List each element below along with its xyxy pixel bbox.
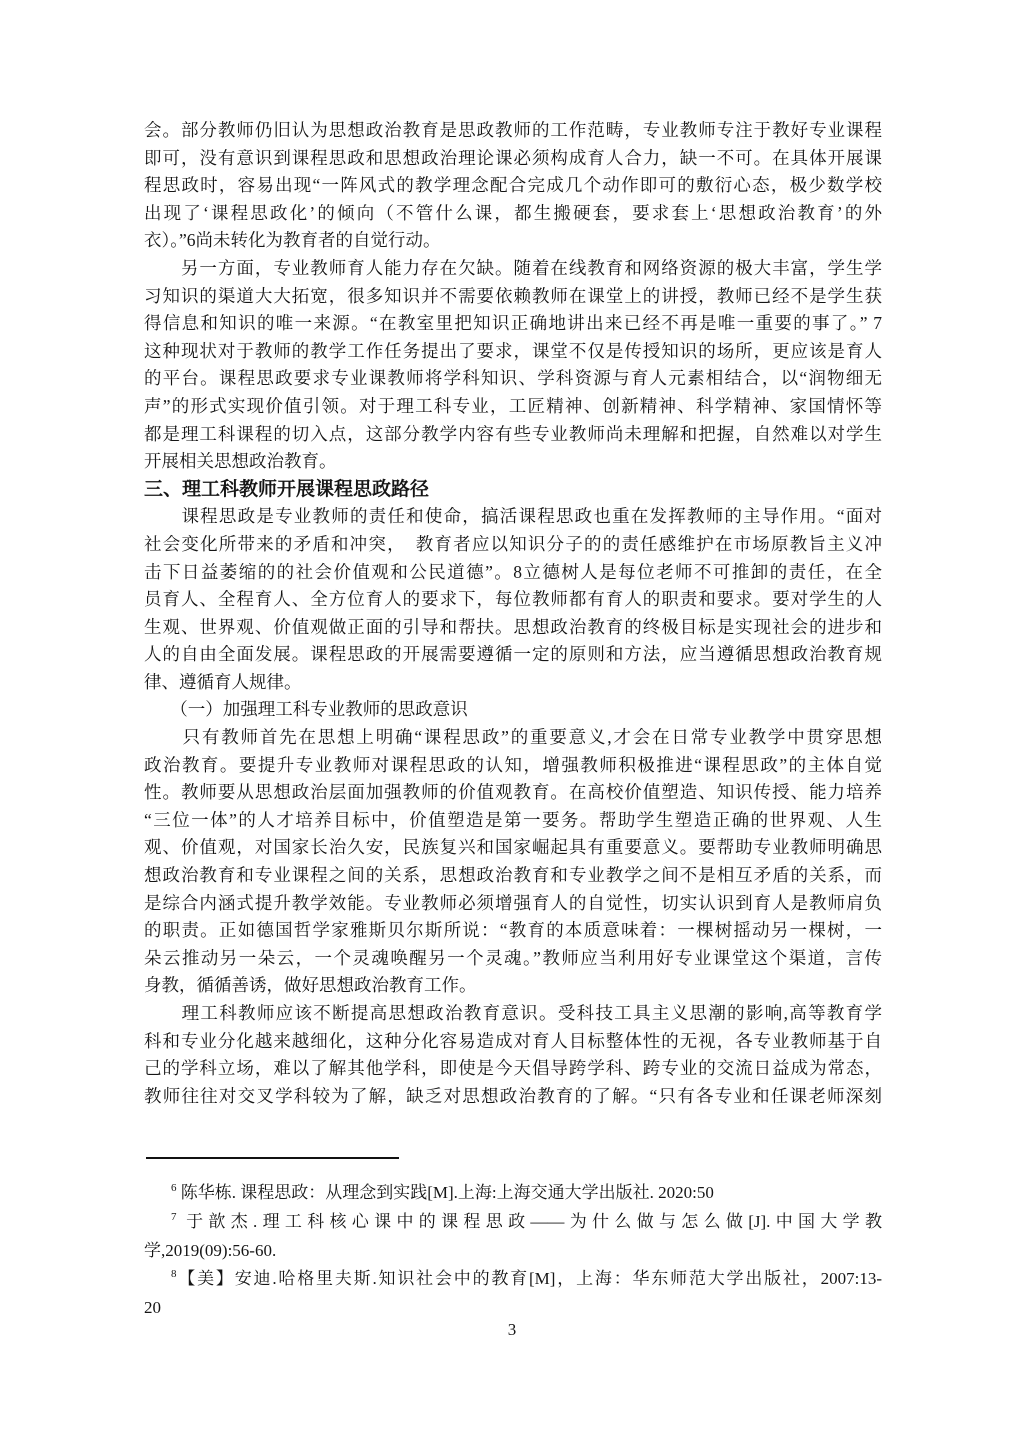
subsection-heading: （一）加强理工科专业教师的思政意识	[144, 699, 468, 720]
text-line: 社会变化所带来的矛盾和冲突， 教育者应以知识分子的的责任感维护在市场原教旨主义冲	[144, 533, 882, 554]
text-line: 只有教师首先在思想上明确“课程思政”的重要意义,才会在日常专业教学中贯穿思想	[144, 727, 882, 748]
text-line: 程思政时，容易出现“一阵风式的教学理念配合完成几个动作即可的敷衍心态，极少数学校	[144, 175, 882, 196]
text-line: 人的自由全面发展。课程思政的开展需要遵循一定的原则和方法，应当遵循思想政治教育规	[144, 644, 882, 665]
text-line: 习知识的渠道大大拓宽，很多知识并不需要依赖教师在课堂上的讲授，教师已经不是学生获	[144, 285, 882, 306]
paragraph-1	[144, 117, 882, 255]
text-line: 生观、世界观、价值观做正面的引导和帮扶。思想政治教育的终极目标是实现社会的进步和	[144, 616, 882, 637]
footnote-6	[144, 1179, 882, 1208]
text-line: 开展相关思想政治教育。	[144, 451, 337, 472]
text-line: 出现了‘课程思政化’的倾向（不管什么课，都生搬硬套，要求套上‘思想政治教育’的外	[144, 202, 882, 223]
body-text	[144, 117, 882, 1110]
text-line: 会。部分教师仍旧认为思想政治教育是思政教师的工作范畴，专业教师专注于教好专业课程	[144, 120, 882, 140]
footnotes	[144, 1179, 882, 1323]
page-number: 3	[507, 1320, 517, 1339]
footnote-marker: 8	[171, 1268, 177, 1281]
text-line: 律、遵循育人规律。	[144, 671, 302, 692]
text-line: “三位一体”的人才培养目标中，价值塑造是第一要务。帮助学生塑造正确的世界观、人生	[144, 809, 882, 830]
text-line: 性。教师要从思想政治层面加强教师的价值观教育。在高校价值塑造、知识传授、能力培养	[144, 782, 882, 803]
text-line: 课程思政是专业教师的责任和使命，搞活课程思政也重在发挥教师的主导作用。“面对	[144, 506, 882, 527]
footnote-text: 陈华栋. 课程思政：从理念到实践[M].上海:上海交通大学出版社. 2020:50	[176, 1183, 714, 1202]
text-line: 理工科教师应该不断提高思想政治教育意识。受科技工具主义思潮的影响,高等教育学	[144, 1003, 882, 1023]
paragraph-4	[144, 724, 882, 1000]
text-line: 的平台。课程思政要求专业课教师将学科知识、学科资源与育人元素相结合，以“润物细无	[144, 368, 882, 389]
section-heading: 三、理工科教师开展课程思政路径	[144, 478, 430, 500]
text-line: 衣）。”6尚未转化为教育者的自觉行动。	[144, 230, 441, 251]
text-line: 得信息和知识的唯一来源。“在教室里把知识正确地讲出来已经不再是唯一重要的事了。” 7	[144, 313, 882, 334]
text-line: 都是理工科课程的切入点，这部分教学内容有些专业教师尚未理解和把握，自然难以对学生	[144, 423, 882, 444]
text-line: 政治教育。要提升专业教师对课程思政的认知，增强教师积极推进“课程思政”的主体自觉	[144, 754, 882, 775]
text-line: 教师往往对交叉学科较为了解，缺乏对思想政治教育的了解。“只有各专业和任课老师深刻	[144, 1085, 882, 1106]
text-line: 想政治教育和专业课程之间的关系，思想政治教育和专业教学之间不是相互矛盾的关系，而	[144, 865, 882, 886]
footnote-line: 学,2019(09):56-60.	[144, 1240, 277, 1260]
text-line: 己的学科立场，难以了解其他学科，即使是今天倡导跨学科、跨专业的交流日益成为常态，	[144, 1058, 882, 1079]
footnote-line	[144, 1179, 882, 1208]
text-line: 另一方面，专业教师育人能力存在欠缺。随着在线教育和网络资源的极大丰富，学生学	[144, 257, 882, 278]
footnote-separator	[146, 1157, 399, 1159]
paragraph-2	[144, 255, 882, 476]
text-line: 这种现状对于教师的教学工作任务提出了要求，课堂不仅是传授知识的场所，更应该是育人	[144, 340, 882, 361]
footnote-marker: 6	[171, 1182, 177, 1194]
paragraph-3	[144, 503, 882, 696]
text-line: 身教，循循善诱，做好思想政治教育工作。	[144, 975, 477, 996]
text-line: 即可，没有意识到课程思政和思想政治理论课必须构成育人合力，缺一不可。在具体开展课	[144, 147, 882, 168]
text-line: 是综合内涵式提升教学效能。专业教师必须增强育人的自觉性，切实认识到育人是教师肩负	[144, 892, 882, 913]
footnote-text: 于歆杰.理工科核心课中的课程思政——为什么做与怎么做[J].中国大学教	[176, 1211, 882, 1231]
footnote-line	[144, 1265, 882, 1294]
footnote-7	[144, 1208, 882, 1266]
text-line: 声”的形式实现价值引领。对于理工科专业，工匠精神、创新精神、科学精神、家国情怀等	[144, 395, 882, 416]
text-line: 观、价值观，对国家长治久安，民族复兴和国家崛起具有重要意义。要帮助专业教师明确思	[144, 837, 882, 858]
paragraph-5	[144, 1000, 882, 1110]
text-line: 的职责。正如德国哲学家雅斯贝尔斯所说：“教育的本质意味着：一棵树摇动另一棵树，一	[144, 920, 882, 941]
text-line: 员育人、全程育人、全方位育人的要求下，每位教师都有育人的职责和要求。要对学生的人	[144, 589, 882, 610]
text-line: 击下日益萎缩的的社会价值观和公民道德”。8立德树人是每位老师不可推卸的责任，在全	[144, 561, 882, 582]
footnote-line: 20	[144, 1298, 161, 1318]
footnote-8	[144, 1265, 882, 1323]
footnote-line	[144, 1208, 882, 1237]
footnote-marker: 7	[171, 1210, 177, 1223]
text-line: 科和专业分化越来越细化，这种分化容易造成对育人目标整体性的无视，各专业教师基于自	[144, 1030, 882, 1051]
footnote-text: 【美】安迪.哈格里夫斯.知识社会中的教育[M]，上海：华东师范大学出版社，2007:13-	[176, 1269, 882, 1289]
text-line: 朵云推动另一朵云，一个灵魂唤醒另一个灵魂。”教师应当利用好专业课堂这个渠道，言传	[144, 947, 882, 968]
